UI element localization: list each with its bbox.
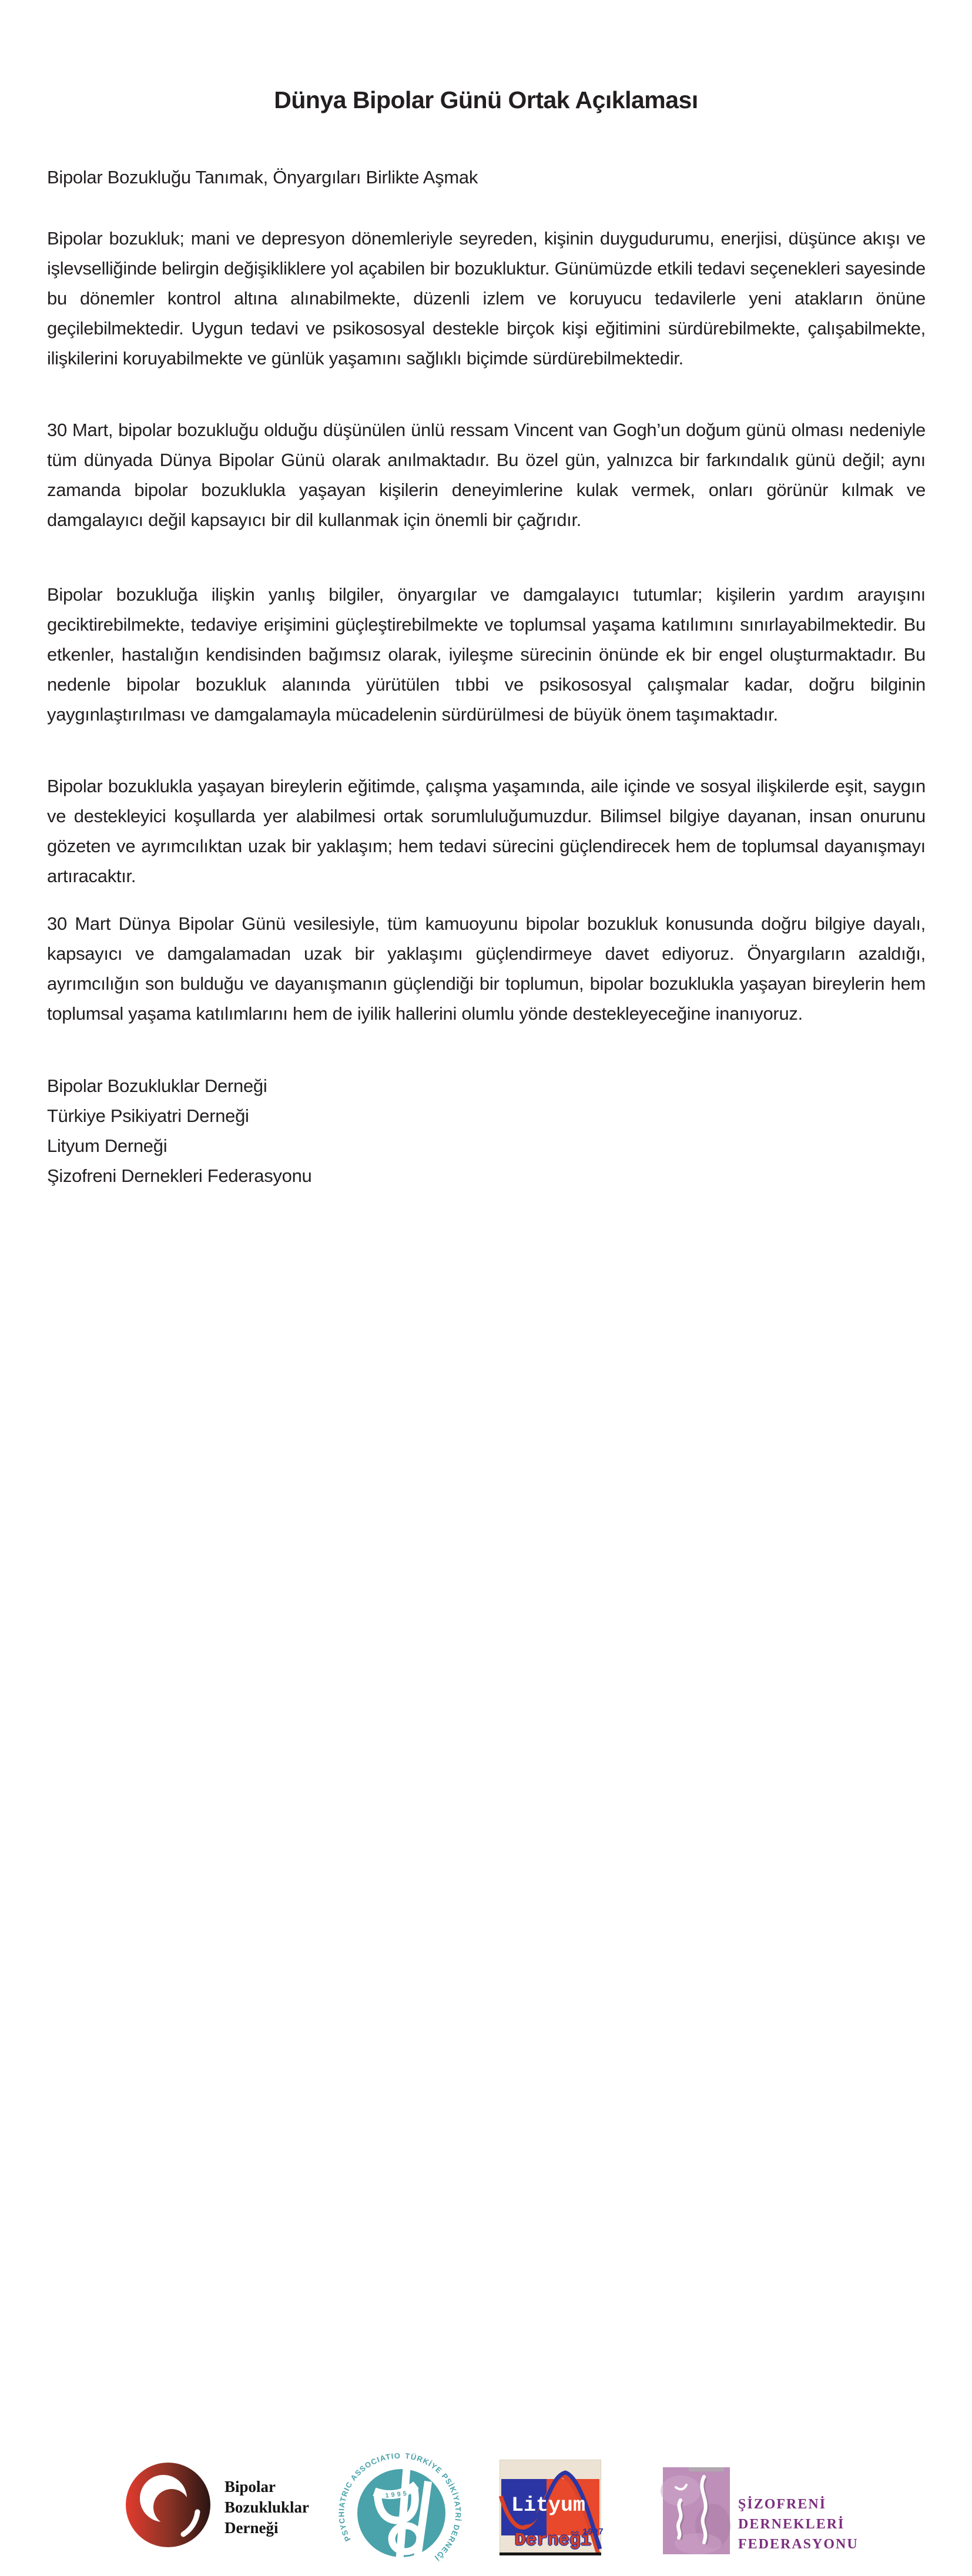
sdf-line1: ŞİZOFRENİ bbox=[738, 2497, 827, 2512]
signatory-lityum-dernegi: Lityum Derneği bbox=[47, 1135, 167, 1156]
signatory-bipolar-bozukluklar-dernegi: Bipolar Bozukluklar Derneği bbox=[47, 1076, 267, 1096]
logo-turkiye-psikiyatri-dernegi bbox=[337, 2446, 463, 2576]
sdf-wordmark bbox=[738, 2494, 859, 2554]
bipolar-label-line2: Bozukluklar bbox=[224, 2498, 310, 2516]
bipolar-label-line3: Derneği bbox=[224, 2519, 279, 2537]
signatory-turkiye-psikiyatri-dernegi: Türkiye Psikiyatri Derneği bbox=[47, 1106, 249, 1126]
paragraph-1: Bipolar bozukluk; mani ve depresyon dönemleriyle seyreden, kişinin duygudurumu, enerjisi, düşünce akışı ve işlevselliğinde belirgin değişikliklere yol açabilen bir bozukluktur. Günümüzde etkili tedavi seçenekleri sayesinde bu dönemler kontrol altına alınabilmekte, düzenli izlem ve koruyucu tedavilerle yeni atakların önüne geçilebilmektedir. Uygun tedavi ve psikososyal destekle birçok kişi eğitimini sürdürebilmekte, çalışabilmekte, ilişkilerini koruyabilmekte ve günlük yaşamını sağlıklı biçimde sürdürebilmektedir. bbox=[47, 228, 926, 369]
seal-arc-text-tr: TÜRKİYE PSİKİYATRİ DERNEĞİ bbox=[404, 2451, 463, 2563]
logo-bipolar-bozukluklar-dernegi bbox=[125, 2461, 309, 2548]
bipolar-swirl-icon bbox=[125, 2461, 212, 2548]
lityum-wordmark: Lityum bbox=[511, 2494, 586, 2517]
seal-arc-text-en: PSYCHIATRIC ASSOCIATION OF TURKEY bbox=[337, 2446, 401, 2543]
psychiatric-association-seal-icon bbox=[337, 2446, 463, 2576]
logo-lityum-dernegi bbox=[500, 2460, 604, 2555]
schizophrenia-federation-tile-icon bbox=[663, 2467, 730, 2554]
logo-row bbox=[0, 1222, 972, 2563]
logo-sizofreni-dernekleri-federasyonu bbox=[663, 2467, 859, 2554]
bipolar-label-line1: Bipolar bbox=[224, 2478, 276, 2495]
paragraph-2: 30 Mart, bipolar bozukluğu olduğu düşünülen ünlü ressam Vincent van Gogh’un doğum günü olması nedeniyle tüm dünyada Dünya Bipolar Günü olarak anılmaktadır. Bu özel gün, yalnızca bir farkındalık günü değil; aynı zamanda bipolar bozuklukla yaşayan kişilerin deneyimlerine kulak vermek, onları görünür kılmak ve damgalayıcı değil kapsayıcı bir dil kullanmak için önemli bir çağrıdır. bbox=[47, 420, 926, 530]
bipolar-logo-label bbox=[224, 2477, 309, 2538]
sdf-line3: FEDERASYONU bbox=[738, 2537, 859, 2552]
signatory-sizofreni-dernekleri-federasyonu: Şizofreni Dernekleri Federasyonu bbox=[47, 1165, 312, 1186]
lityum-bottom-rule bbox=[500, 2552, 601, 2555]
page-title: Dünya Bipolar Günü Ortak Açıklaması bbox=[274, 86, 698, 114]
paragraph-4: Bipolar bozuklukla yaşayan bireylerin eğitimde, çalışma yaşamında, aile içinde ve sosyal ilişkilerde eşit, saygın ve destekleyici koşullarda yer alabilmesi ortak sorumluluğumuzdur. Bilimsel bilgiye dayanan, insan onurunu gözeten ve ayrımcılıktan uzak bir yaklaşım; hem tedavi sürecini güçlendirecek hem de toplumsal dayanışmayı artıracaktır. bbox=[47, 776, 926, 886]
lityum-year: 1997 bbox=[582, 2527, 604, 2537]
signatory-list bbox=[47, 1071, 311, 1191]
paragraph-5: 30 Mart Dünya Bipolar Günü vesilesiyle, tüm kamuoyunu bipolar bozukluk konusunda doğru bilgiye dayalı, kapsayıcı ve damgalamadan uzak bir yaklaşımı güçlendirmeye davet ediyoruz. Önyargıların azaldığı, ayrımcılığın son bulduğu ve dayanışmanın güçlendiği bir toplumun, bipolar bozuklukla yaşayan bireylerin hem toplumsal yaşama katılımlarını hem de iyilik hallerini olumlu yönde destekleyeceğine inanıyoruz. bbox=[47, 913, 926, 1024]
subtitle: Bipolar Bozukluğu Tanımak, Önyargıları Birlikte Aşmak bbox=[47, 167, 478, 187]
lityum-dernegi-wordmark: Derneği bbox=[515, 2530, 592, 2551]
paragraph-3: Bipolar bozukluğa ilişkin yanlış bilgiler, önyargılar ve damgalayıcı tutumlar; kişilerin yardım arayışını geciktirebilmekte, tedaviye erişimini güçleştirebilmekte ve toplumsal yaşama katılımını sınırlayabilmektedir. Bu etkenler, hastalığın kendisinden bağımsız olarak, iyileşme sürecinin önünde ek bir engel oluşturmaktadır. Bu nedenle bipolar bozukluk alanında yürütülen tıbbi ve psikososyal çalışmalar kadar, doğru bilginin yaygınlaştırılması ve damgalamayla mücadelenin sürdürülmesi de büyük önem taşımaktadır. bbox=[47, 584, 926, 725]
seal-year: 1995 bbox=[384, 2490, 410, 2500]
sdf-line2: DERNEKLERİ bbox=[738, 2517, 845, 2532]
